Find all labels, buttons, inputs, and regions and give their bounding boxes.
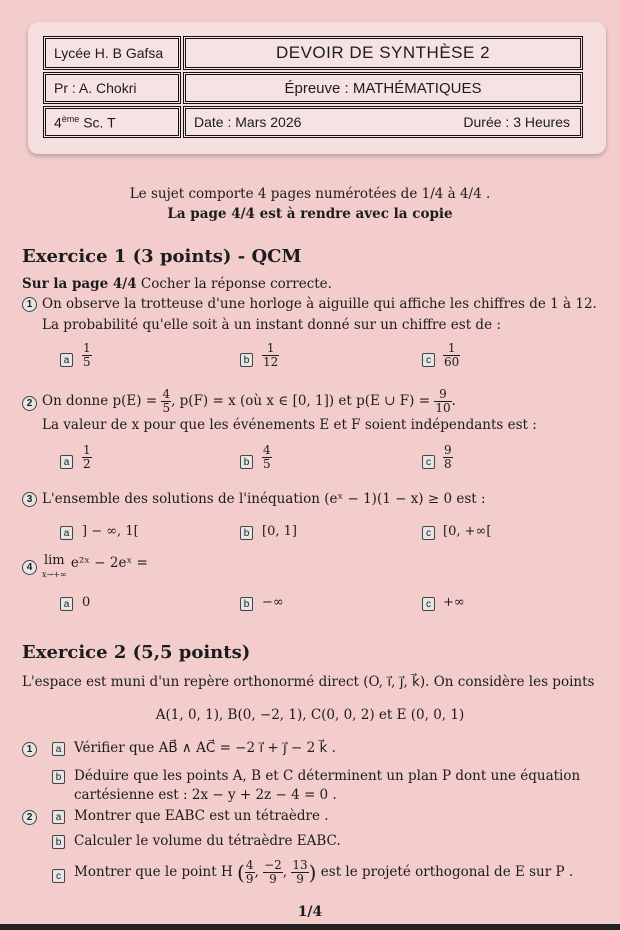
school-name: Lycée H. B Gafsa: [54, 45, 164, 61]
exam-title: DEVOIR DE SYNTHÈSE 2: [275, 43, 491, 62]
ex2-q2c-text: Montrer que le point H ( $\frac{4}{9}$ , $\frac{-2}{9}$ , $\frac{13}{9}$ ) est le projeté orthogonal de E sur P .: [74, 858, 574, 886]
subquestion-letter: c: [52, 869, 65, 883]
q1-text-line1: On observe la trotteuse d'une horloge à aiguille qui affiche les chiffres de 1 à 12.: [42, 296, 597, 312]
ex2-q2a-text: Montrer que EABC est un tétraèdre .: [74, 808, 329, 824]
option-a-value: $\frac{1}{2}$: [83, 443, 91, 471]
exercise-1-title: Exercice 1 (3 points) - QCM: [22, 246, 302, 267]
ex2-q1b-line1: Déduire que les points A, B et C déterminent un plan P dont une équation: [74, 768, 581, 784]
option-c-checkbox[interactable]: c: [422, 597, 435, 611]
exercise-2-points: A(1, 0, 1), B(0, −2, 1), C(0, 0, 2) et E (0, 0, 1): [155, 707, 465, 723]
option-b-value: $\frac{4}{5}$: [263, 443, 271, 471]
bottom-bar: [0, 924, 620, 930]
q1-text-line2: La probabilité qu'elle soit à un instant donné sur un chiffre est de :: [42, 317, 501, 333]
option-c-checkbox[interactable]: c: [422, 455, 435, 469]
page-number: 1/4: [297, 904, 323, 920]
option-a-checkbox[interactable]: a: [60, 526, 73, 540]
teacher-name: Pr : A. Chokri: [54, 80, 137, 96]
option-b-checkbox[interactable]: b: [240, 455, 253, 469]
exercise-2-title: Exercice 2 (5,5 points): [22, 642, 251, 663]
option-b-value: $\frac{1}{12}$: [263, 341, 279, 369]
q2-text-line2: La valeur de x pour que les événements E et F soient indépendants est :: [42, 417, 537, 433]
option-c-value: +∞: [443, 595, 465, 610]
exercise-2-intro: L'espace est muni d'un repère orthonormé direct (O, i⃗, j⃗, k⃗). On considère les points: [22, 674, 595, 690]
option-c-value: $\frac{1}{60}$: [444, 341, 460, 369]
date-label: Date : Mars 2026: [194, 114, 302, 130]
option-c-value: $\frac{9}{8}$: [444, 443, 452, 471]
subquestion-letter: a: [52, 742, 65, 756]
school-cell: [43, 36, 181, 70]
option-a-checkbox[interactable]: a: [60, 353, 73, 367]
exercise-1-instruction: Sur la page 4/4 Cocher la réponse correcte.: [22, 276, 332, 292]
question-number: 3: [22, 492, 37, 507]
option-a-value: 0: [82, 595, 91, 610]
option-b-value: −∞: [262, 595, 284, 610]
option-a-value: ] − ∞, 1[: [82, 524, 139, 539]
subject-label: Épreuve : MATHÉMATIQUES: [284, 79, 482, 97]
title-cell: [183, 36, 583, 70]
option-b-value: [0, 1]: [262, 524, 297, 539]
ex2-q2b-text: Calculer le volume du tétraèdre EABC.: [74, 833, 341, 849]
ex2-q1a-text: Vérifier que AB⃗ ∧ AC⃗ = −2 i⃗ + j⃗ − 2 k⃗ .: [74, 740, 336, 756]
q2-text-line1: On donne p(E) = $\frac{4}{5}$ , p(F) = x (où x ∈ [0, 1]) et p(E ∪ F) = $\frac{9}{10}$ .: [42, 387, 456, 415]
option-b-checkbox[interactable]: b: [240, 526, 253, 540]
class-label: 4ème Sc. T: [54, 113, 116, 131]
option-c-value: [0, +∞[: [443, 524, 492, 539]
intro-return: La page 4/4 est à rendre avec la copie: [167, 206, 453, 222]
subquestion-letter: b: [52, 770, 65, 784]
subquestion-letter: a: [52, 810, 65, 824]
option-b-checkbox[interactable]: b: [240, 597, 253, 611]
q4-limit: lim x→+∞ e²ˣ − 2eˣ =: [42, 553, 148, 579]
duration-label: Durée : 3 Heures: [463, 114, 570, 130]
question-number: 4: [22, 560, 37, 575]
question-number: 2: [22, 810, 37, 825]
subject-cell: [183, 72, 583, 104]
class-cell: [43, 106, 181, 138]
option-c-checkbox[interactable]: c: [422, 526, 435, 540]
question-number: 1: [22, 297, 37, 312]
option-c-checkbox[interactable]: c: [422, 353, 435, 367]
question-number: 1: [22, 742, 37, 757]
option-a-checkbox[interactable]: a: [60, 455, 73, 469]
option-a-value: $\frac{1}{5}$: [83, 341, 91, 369]
subquestion-letter: b: [52, 835, 65, 849]
date-cell: [183, 106, 583, 138]
teacher-cell: [43, 72, 181, 104]
option-a-checkbox[interactable]: a: [60, 597, 73, 611]
question-number: 2: [22, 396, 37, 411]
intro-pages: Le sujet comporte 4 pages numérotées de 1/4 à 4/4 .: [129, 186, 491, 202]
option-b-checkbox[interactable]: b: [240, 353, 253, 367]
ex2-q1b-line2: cartésienne est : 2x − y + 2z − 4 = 0 .: [74, 787, 337, 803]
q3-text: L'ensemble des solutions de l'inéquation (eˣ − 1)(1 − x) ≥ 0 est :: [42, 491, 486, 507]
